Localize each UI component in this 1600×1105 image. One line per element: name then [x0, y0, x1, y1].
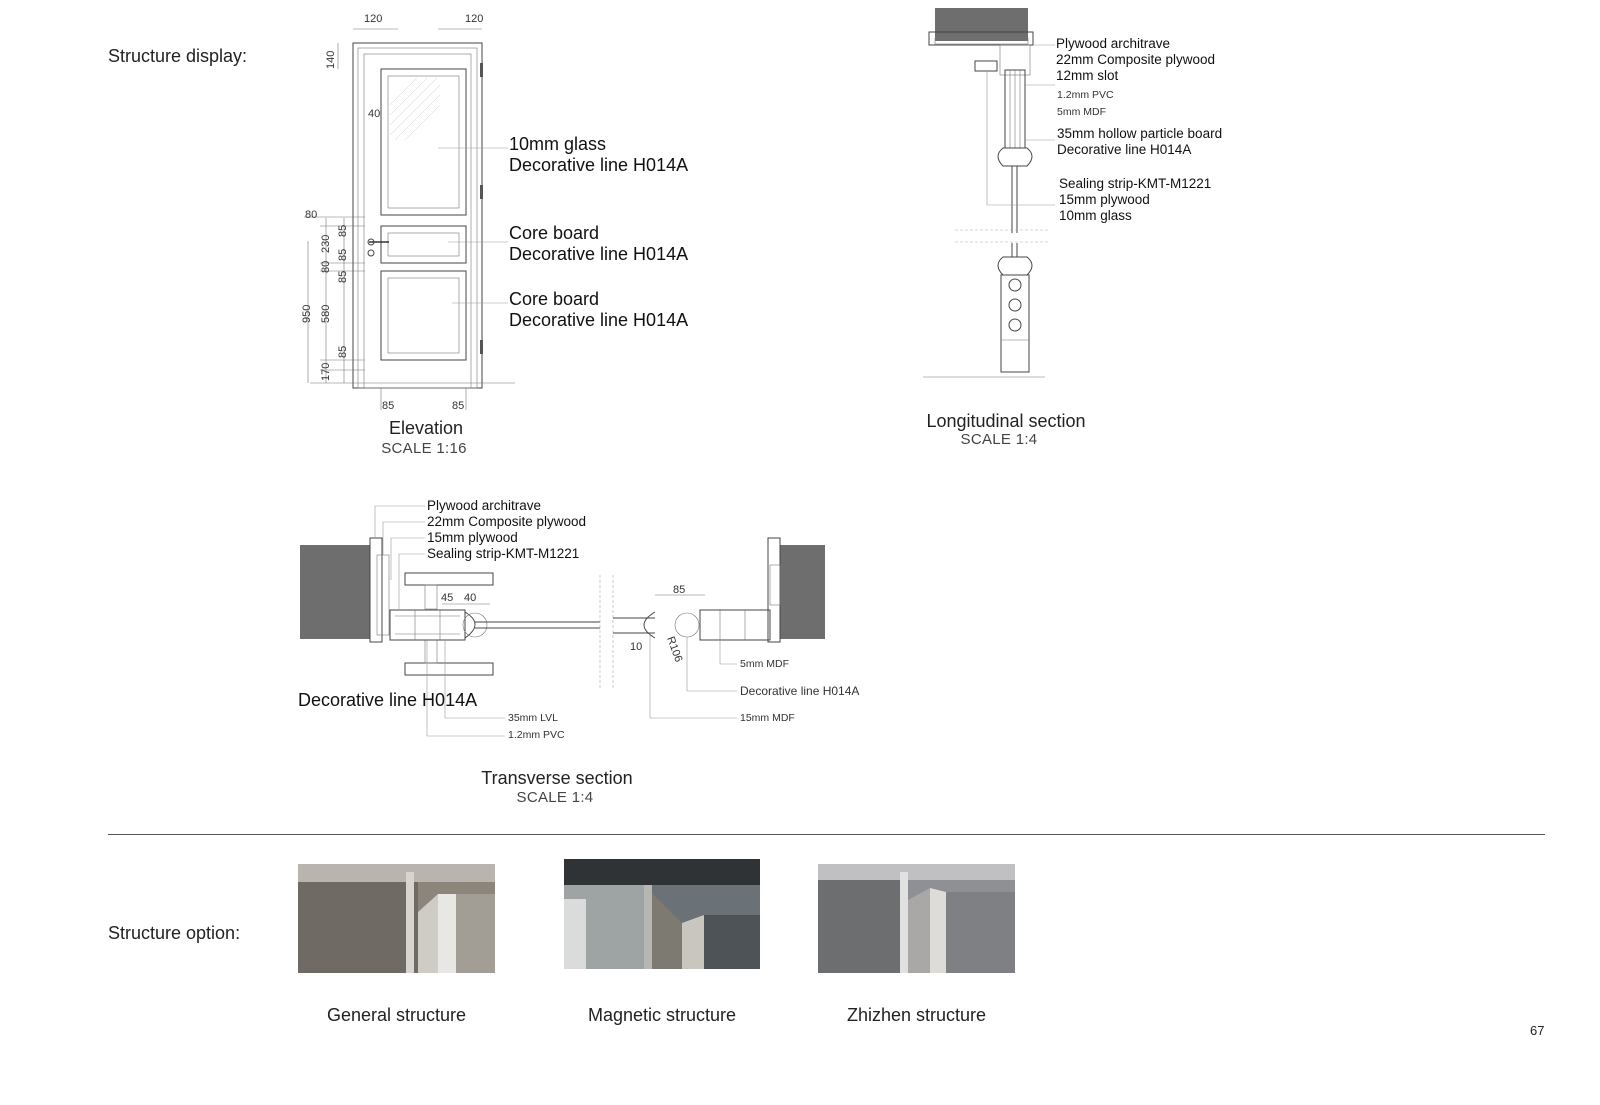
longitudinal-section-drawing — [915, 5, 1055, 380]
transverse-note-mdf15: 15mm MDF — [740, 712, 795, 724]
structure-display-label: Structure display: — [108, 46, 248, 66]
longitudinal-notes-a: Plywood architrave 22mm Composite plywood 12mm slot — [1056, 36, 1216, 83]
longitudinal-notes-b: 1.2mm PVC 5mm MDF — [1057, 89, 1114, 118]
longitudinal-scale: SCALE 1:4 — [960, 431, 1038, 448]
longitudinal-notes-c: 35mm hollow particle board Decorative line H014A — [1057, 126, 1223, 157]
dim-glass-offset: 40 — [368, 108, 381, 120]
elevation-note-glass: 10mm glass Decorative line H014A — [509, 134, 689, 175]
option-caption-general: General structure — [326, 1005, 467, 1025]
longitudinal-caption: Longitudinal section — [926, 411, 1086, 431]
page-number: 67 — [1530, 1023, 1545, 1038]
transverse-note-mdf5: 5mm MDF — [740, 658, 789, 670]
dim-580: 580 — [320, 304, 332, 323]
dim-10: 10 — [630, 641, 643, 653]
transverse-notes-top: Plywood architrave 22mm Composite plywood 15mm plywood Sealing strip-KMT-M1221 — [427, 498, 587, 561]
dim-bottom-right: 85 — [452, 400, 465, 412]
elevation-caption: Elevation — [388, 418, 464, 438]
zhizhen-structure-photo — [818, 864, 1015, 973]
dim-40: 40 — [464, 592, 477, 604]
dim-80a: 80 — [305, 209, 318, 221]
dim-85d: 85 — [337, 345, 349, 358]
option-caption-zhizhen: Zhizhen structure — [846, 1005, 987, 1025]
dim-85a: 85 — [337, 224, 349, 237]
dim-85c: 85 — [337, 270, 349, 283]
transverse-left-small: 35mm LVL 1.2mm PVC — [508, 712, 565, 741]
magnetic-structure-photo — [564, 859, 760, 969]
transverse-note-deco: Decorative line H014A — [740, 684, 860, 698]
section-divider — [108, 834, 1545, 835]
general-structure-photo — [298, 864, 495, 973]
dim-top-left: 120 — [364, 13, 383, 25]
elevation-note-core-middle: Core board Decorative line H014A — [509, 223, 689, 264]
dim-80b: 80 — [320, 260, 332, 273]
longitudinal-notes-d: Sealing strip-KMT-M1221 15mm plywood 10mm glass — [1059, 176, 1212, 223]
dim-45: 45 — [441, 592, 454, 604]
elevation-note-core-lower: Core board Decorative line H014A — [509, 289, 689, 330]
option-caption-magnetic: Magnetic structure — [587, 1005, 737, 1025]
structure-option-label: Structure option: — [108, 923, 241, 943]
elevation-drawing — [290, 5, 530, 415]
dim-170: 170 — [320, 362, 332, 381]
transverse-left-label: Decorative line H014A — [298, 690, 478, 710]
dim-85b: 85 — [337, 248, 349, 261]
dim-bottom-left: 85 — [382, 400, 395, 412]
dim-230: 230 — [320, 234, 332, 253]
dim-950: 950 — [301, 304, 313, 323]
dim-top-right: 120 — [465, 13, 484, 25]
elevation-scale: SCALE 1:16 — [381, 440, 467, 457]
transverse-caption: Transverse section — [481, 768, 633, 788]
dim-top-rail: 140 — [325, 50, 337, 69]
dim-85: 85 — [673, 584, 686, 596]
transverse-scale: SCALE 1:4 — [516, 789, 594, 806]
dim-r106: R106 — [664, 634, 685, 664]
